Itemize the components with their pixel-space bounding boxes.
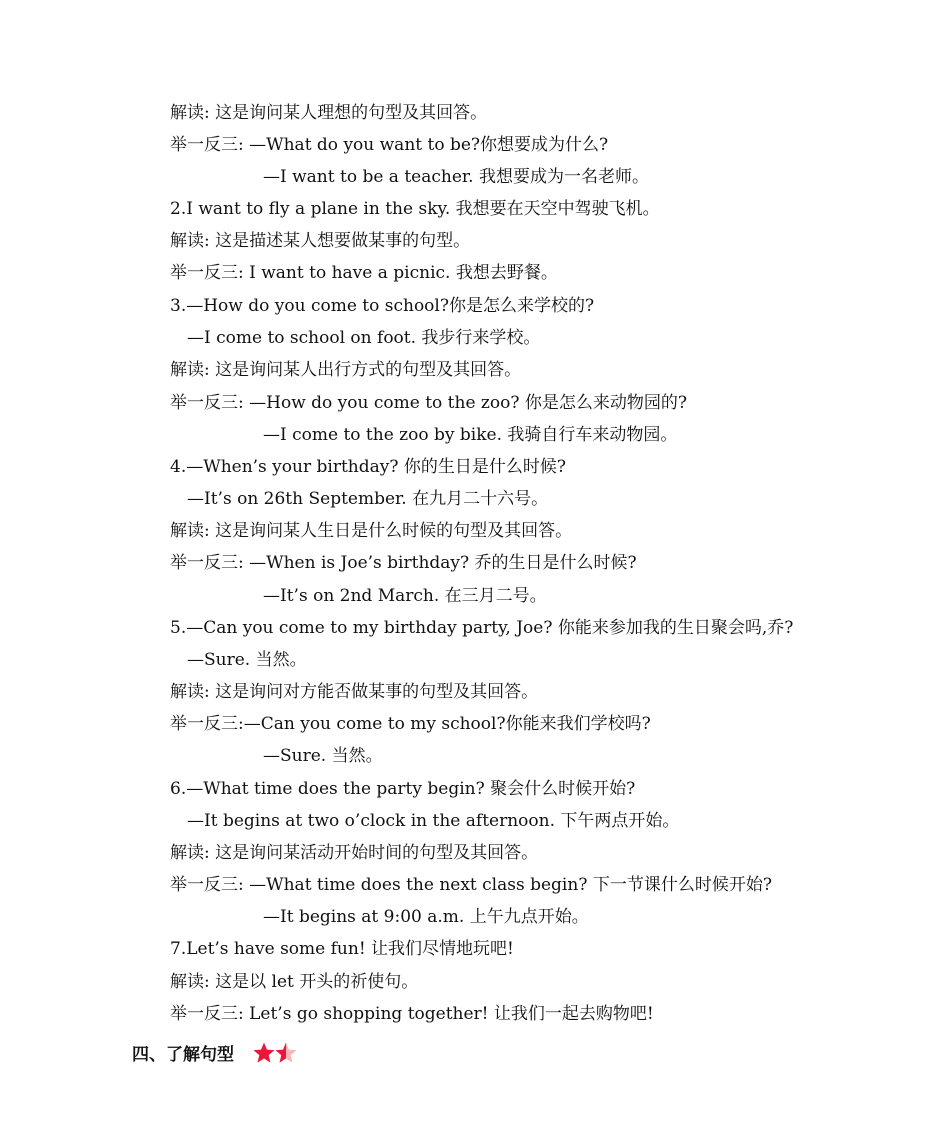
text-line: 解读: 这是描述某人想要做某事的句型。 [170,231,471,251]
text-line: —I come to the zoo by bike. 我骑自行车来动物园。 [263,425,678,445]
text-line: —It’s on 26th September. 在九月二十六号。 [187,489,549,509]
text-line: 解读: 这是以 let 开头的祈使句。 [170,972,419,992]
text-line: —I want to be a teacher. 我想要成为一名老师。 [263,167,649,187]
text-line: 举一反三: —What time does the next class begin? 下一节课什么时候开始? [170,875,772,895]
text-line: —Sure. 当然。 [187,650,307,670]
text-line: 解读: 这是询问某人出行方式的句型及其回答。 [170,360,522,380]
star-full-icon [252,1041,276,1065]
text-line: 5.—Can you come to my birthday party, Joe? 你能来参加我的生日聚会吗,乔? [170,618,794,638]
text-line: —It begins at two o’clock in the afternoon. 下午两点开始。 [187,811,680,831]
text-line: 举一反三: —What do you want to be?你想要成为什么? [170,135,609,155]
text-line: —It’s on 2nd March. 在三月二号。 [263,586,547,606]
text-line: 举一反三:—Can you come to my school?你能来我们学校吗? [170,714,651,734]
text-line: 3.—How do you come to school?你是怎么来学校的? [170,296,595,316]
text-line: 解读: 这是询问某人理想的句型及其回答。 [170,103,488,123]
text-line: 解读: 这是询问某活动开始时间的句型及其回答。 [170,843,539,863]
section-title: 四、了解句型 [132,1045,234,1065]
text-line: 举一反三: Let’s go shopping together! 让我们一起去购物吧! [170,1004,654,1024]
text-line: 解读: 这是询问某人生日是什么时候的句型及其回答。 [170,521,573,541]
text-line: 7.Let’s have some fun! 让我们尽情地玩吧! [170,939,514,959]
star-rating [252,1041,296,1065]
text-line: 举一反三: I want to have a picnic. 我想去野餐。 [170,263,558,283]
text-line: 举一反三: —When is Joe’s birthday? 乔的生日是什么时候? [170,553,637,573]
section-heading [132,1040,296,1065]
text-line: 4.—When’s your birthday? 你的生日是什么时候? [170,457,566,477]
text-line: —It begins at 9:00 a.m. 上午九点开始。 [263,907,589,927]
text-line: 解读: 这是询问对方能否做某事的句型及其回答。 [170,682,539,702]
text-line: —Sure. 当然。 [263,746,383,766]
text-line: —I come to school on foot. 我步行来学校。 [187,328,541,348]
text-line: 2.I want to fly a plane in the sky. 我想要在天空中驾驶飞机。 [170,199,660,219]
text-line: 6.—What time does the party begin? 聚会什么时候开始? [170,779,636,799]
text-line: 举一反三: —How do you come to the zoo? 你是怎么来动物园的? [170,393,687,413]
star-half-icon [274,1041,298,1065]
